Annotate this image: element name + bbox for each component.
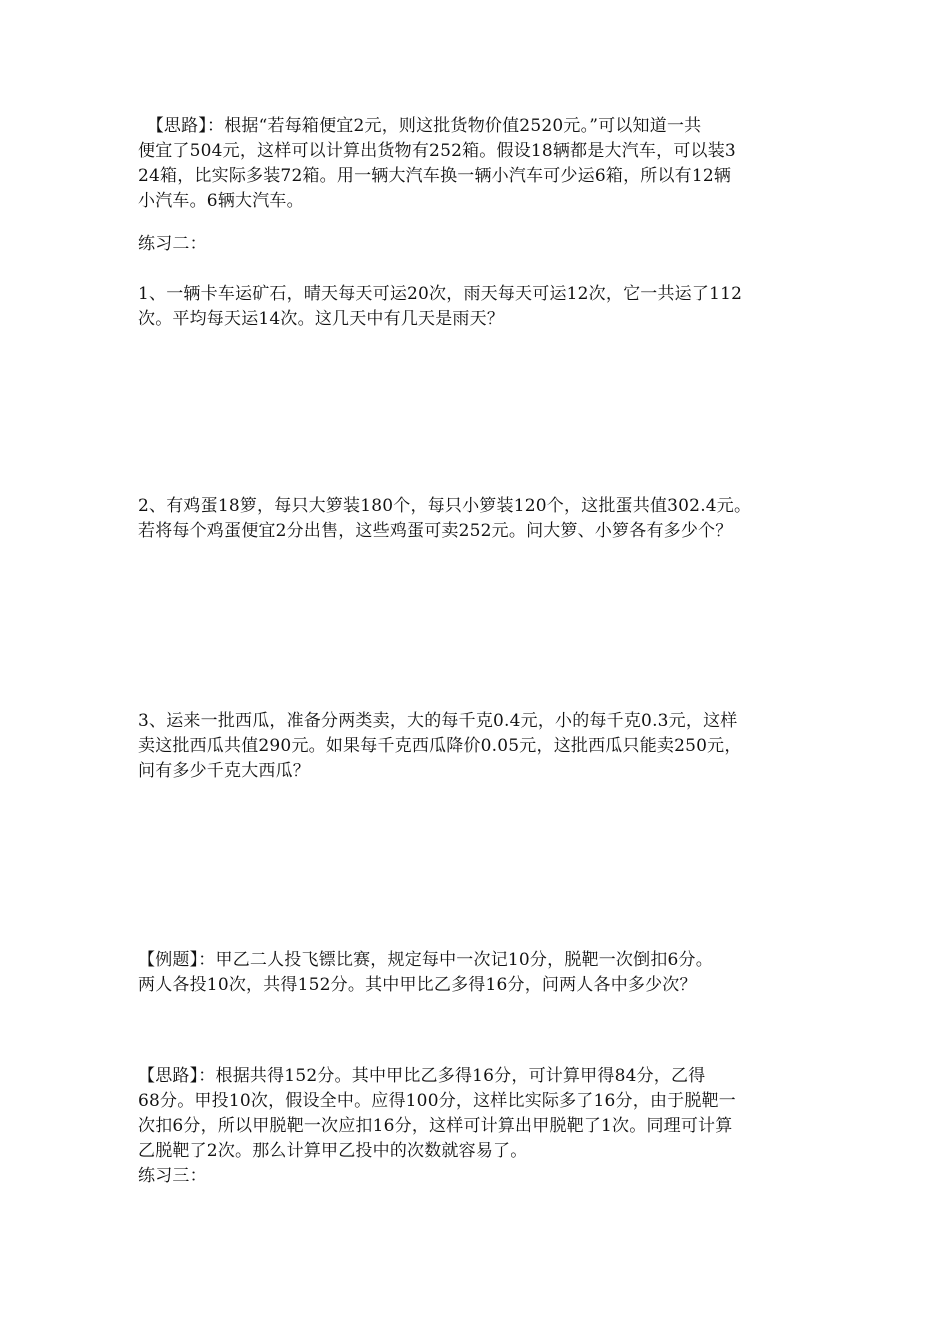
problem-2 [138, 494, 818, 544]
text-line: 乙脱靶了2次。那么计算甲乙投中的次数就容易了。 [138, 1141, 528, 1161]
text-line: 次。平均每天运14次。这几天中有几天是雨天？ [138, 309, 505, 329]
text-line: 1、一辆卡车运矿石，晴天每天可运20次，雨天每天可运12次，它一共运了112 [138, 284, 743, 304]
text-line: 若将每个鸡蛋便宜2分出售，这些鸡蛋可卖252元。问大箩、小箩各有多少个？ [138, 521, 733, 541]
thinking-paragraph-1 [138, 114, 818, 214]
section-heading: 练习二： [138, 234, 207, 254]
text-line: 2、有鸡蛋18箩，每只大箩装180个，每只小箩装120个，这批蛋共值302.4元。 [138, 496, 752, 516]
problem-3 [138, 709, 818, 784]
text-line: 【思路】：根据共得152分。其中甲比乙多得16分，可计算甲得84分，乙得 [138, 1066, 706, 1086]
practice-2-heading [138, 232, 818, 257]
thinking-paragraph-2 [138, 1064, 818, 1189]
text-line: 【例题】：甲乙二人投飞镖比赛，规定每中一次记10分，脱靶一次倒扣6分。 [138, 950, 713, 970]
text-line: 问有多少千克大西瓜？ [138, 761, 310, 781]
text-line: 两人各投10次，共得152分。其中甲比乙多得16分，问两人各中多少次？ [138, 975, 697, 995]
text-line: 3、运来一批西瓜，准备分两类卖，大的每千克0.4元，小的每千克0.3元，这样 [138, 711, 738, 731]
text-line: 68分。甲投10次，假设全中。应得100分，这样比实际多了16分，由于脱靶一 [138, 1091, 736, 1111]
text-line: 便宜了504元，这样可以计算出货物有252箱。假设18辆都是大汽车，可以装3 [138, 141, 736, 161]
text-line: 卖这批西瓜共值290元。如果每千克西瓜降价0.05元，这批西瓜只能卖250元， [138, 736, 742, 756]
text-line: 小汽车。6辆大汽车。 [138, 191, 304, 211]
section-heading: 练习三： [138, 1166, 207, 1186]
text-line: 次扣6分，所以甲脱靶一次应扣16分，这样可计算出甲脱靶了1次。同理可计算 [138, 1116, 733, 1136]
text-line: 24箱，比实际多装72箱。用一辆大汽车换一辆小汽车可少运6箱，所以有12辆 [138, 166, 732, 186]
example-paragraph [138, 948, 818, 998]
problem-1 [138, 282, 818, 332]
text-line: 【思路】：根据“若每箱便宜2元，则这批货物价值2520元。”可以知道一共 [138, 116, 702, 136]
